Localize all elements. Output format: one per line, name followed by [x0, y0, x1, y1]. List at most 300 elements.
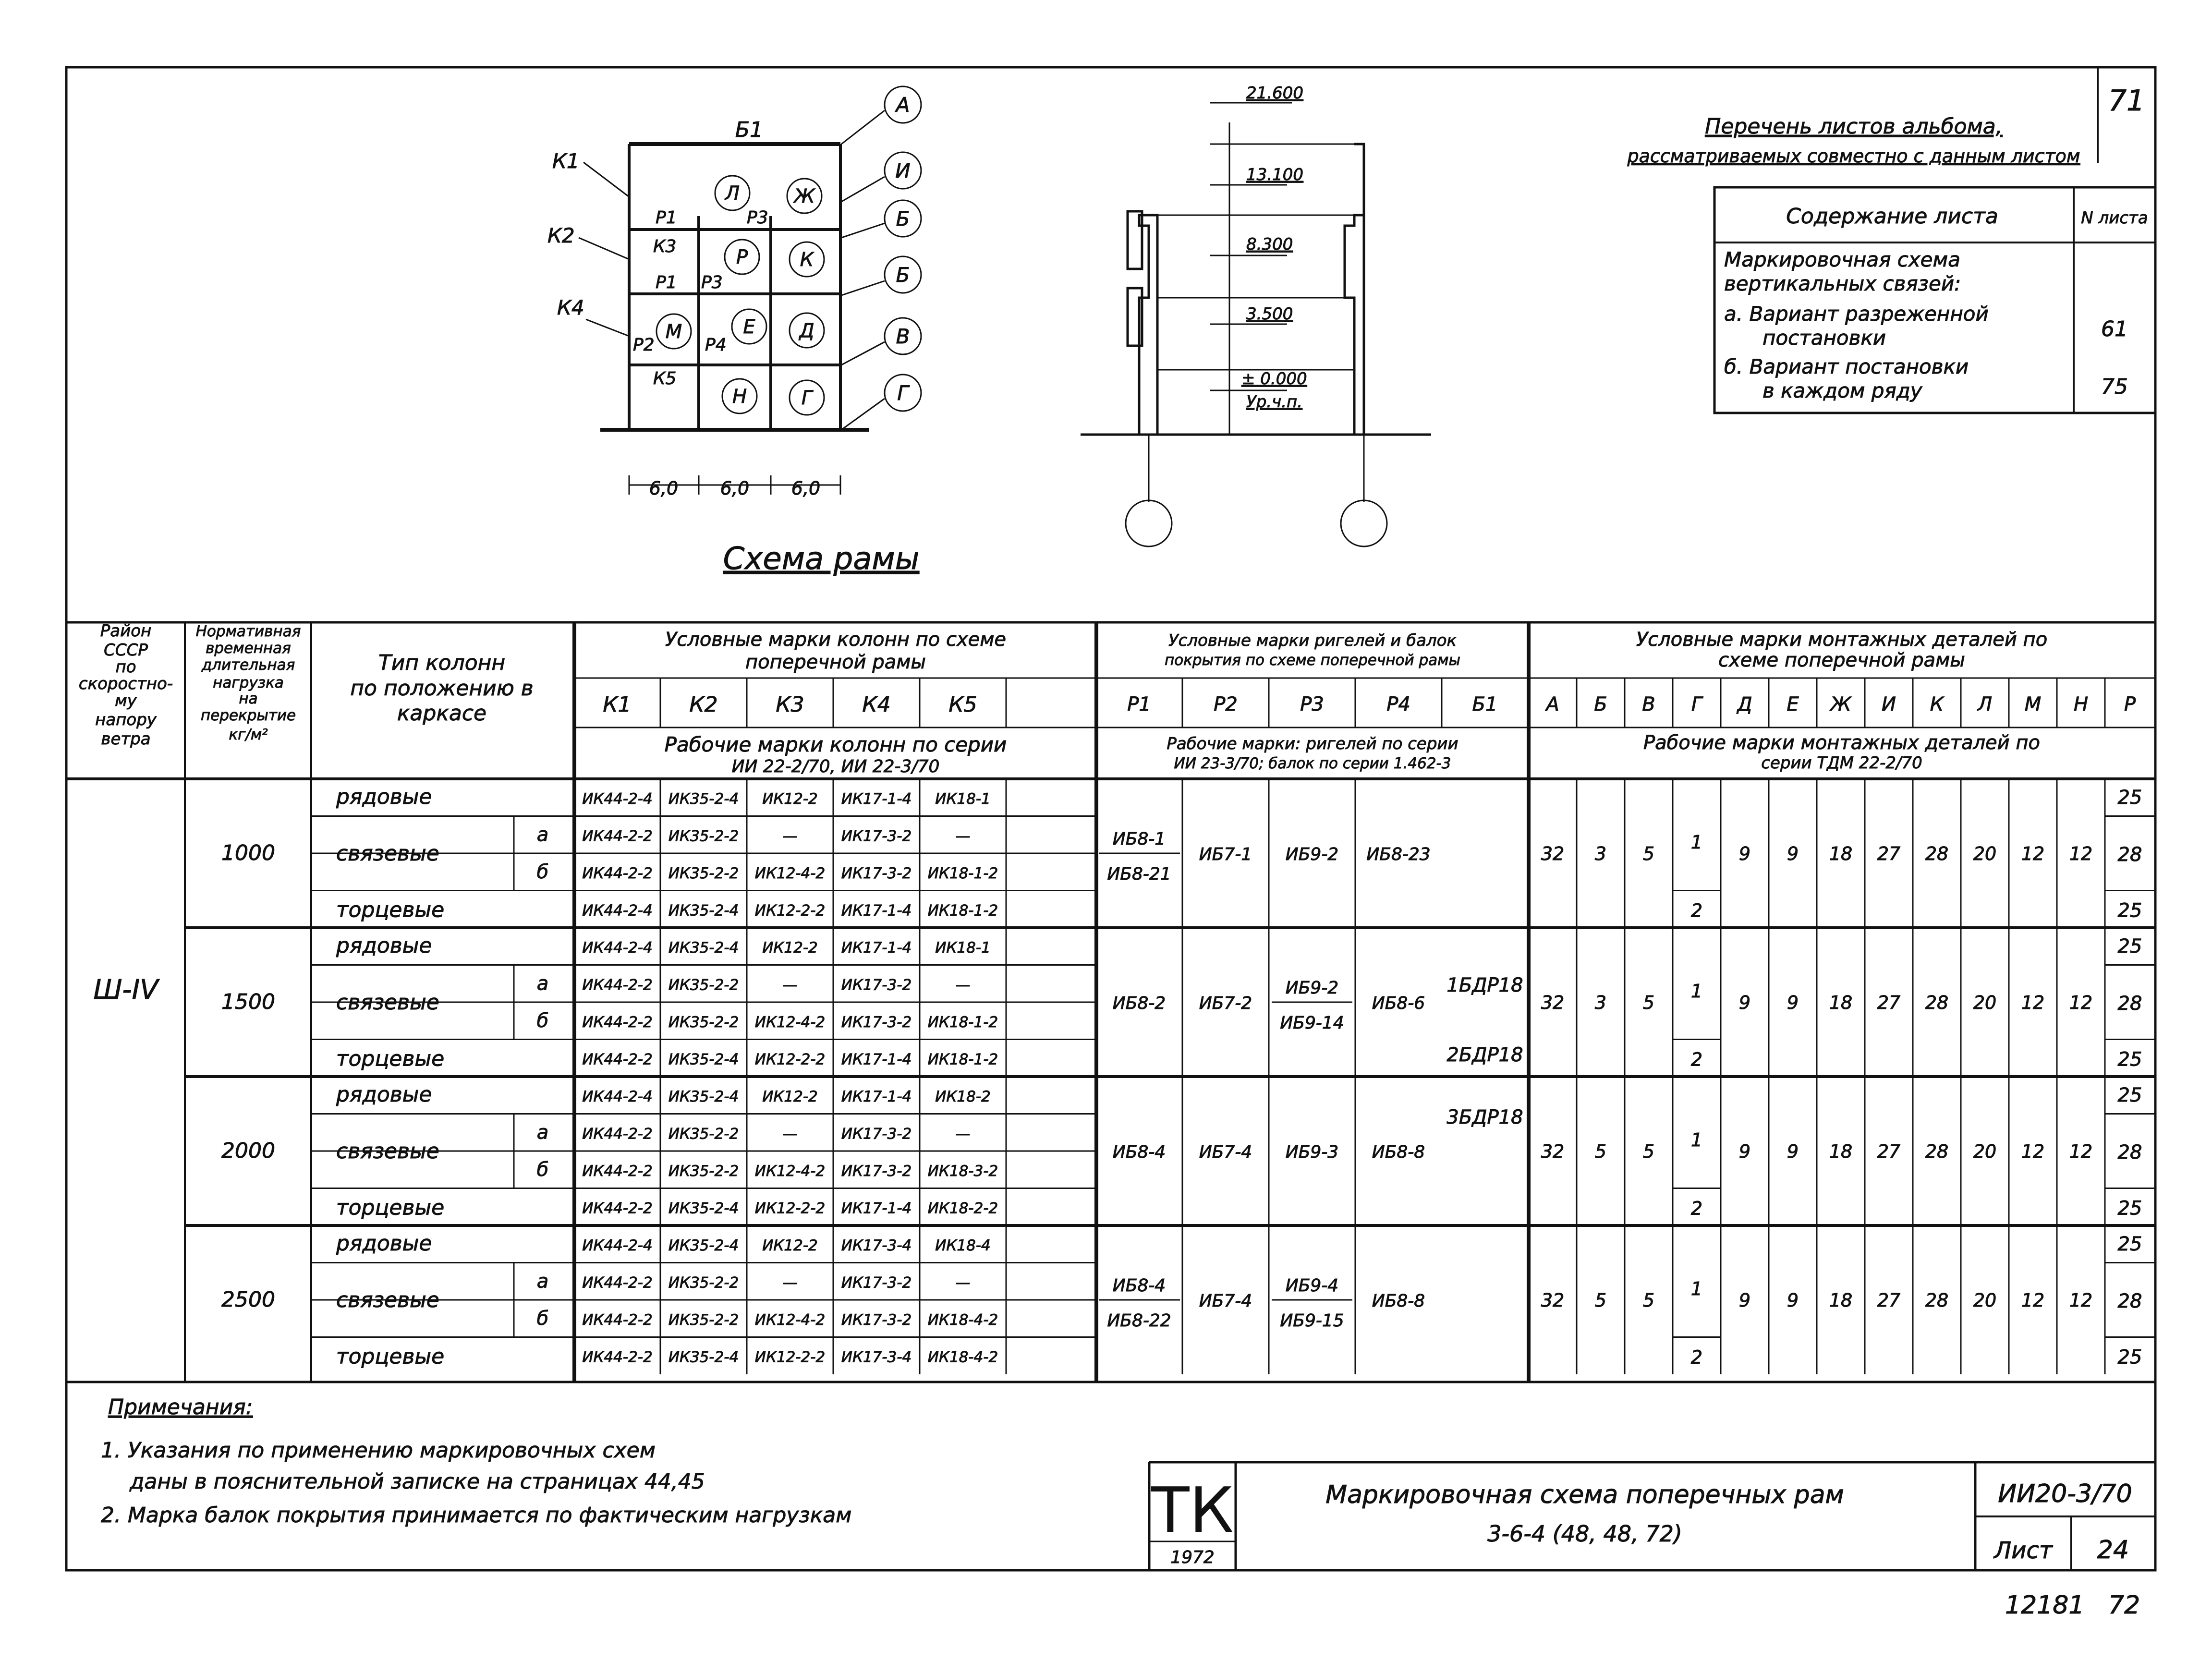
level-13100: 13.100	[1246, 165, 1303, 184]
album-line-2: вертикальных связей:	[1724, 272, 1961, 295]
column-mark: ИК12-2-2	[754, 1200, 826, 1217]
detail-mark: 5	[1642, 843, 1655, 864]
detail-mark: 9	[1738, 1290, 1751, 1311]
column-mark: ИК44-2-2	[582, 1051, 653, 1068]
frame-right-i: И	[895, 159, 911, 182]
level-8300: 8.300	[1246, 235, 1293, 254]
column-mark: ИК12-4-2	[754, 1014, 826, 1031]
detail-mark: 27	[1877, 1141, 1901, 1162]
column-mark: ИК44-2-2	[582, 1014, 653, 1031]
h-beams-series-2: ИИ 23-3/70; балок по серии 1.462-3	[1174, 755, 1451, 772]
h-det-v: В	[1642, 693, 1655, 715]
h-det-a: А	[1546, 693, 1559, 715]
h-load-2: временная	[206, 640, 291, 657]
type-end: торцевые	[336, 1195, 445, 1220]
column-mark: ИК12-4-2	[754, 1163, 826, 1180]
level-0000: ± 0.000	[1241, 369, 1307, 388]
p1-mark: ИБ8-1	[1112, 829, 1166, 849]
column-mark: ИК17-3-2	[841, 976, 912, 994]
album-col-content: Содержание листа	[1786, 204, 1998, 229]
h-beam-b1: Б1	[1472, 693, 1498, 715]
h-load-7: кг/м²	[229, 726, 268, 743]
frame-circle-n: Н	[732, 386, 747, 408]
p1-mark: ИБ8-4	[1112, 1276, 1166, 1296]
detail-r-mark: 25	[2117, 787, 2142, 809]
detail-mark: 5	[1642, 1290, 1655, 1311]
detail-mark: 18	[1829, 1141, 1853, 1162]
detail-mark: 12	[2021, 1141, 2045, 1162]
notes-title: Примечания:	[108, 1395, 253, 1419]
column-mark: ИК44-2-2	[582, 1311, 653, 1329]
p1-mark: ИБ8-2	[1112, 994, 1166, 1013]
p2-mark: ИБ7-4	[1199, 1142, 1252, 1162]
type-bracing: связевые	[336, 1288, 439, 1312]
column-mark: ИК44-2-2	[582, 1125, 653, 1143]
h-cols-series-1: Рабочие марки колонн по серии	[664, 733, 1007, 756]
detail-mark: 9	[1738, 1141, 1751, 1162]
detail-mark: 12	[2021, 1290, 2045, 1311]
h-beams-group-1: Условные марки ригелей и балок	[1168, 631, 1457, 650]
load-value: 2500	[221, 1287, 275, 1312]
detail-g-mark: 2	[1690, 1049, 1703, 1070]
album-list	[1627, 114, 2155, 413]
column-mark: ИК44-2-4	[582, 1237, 653, 1254]
h-type-2: по положению в	[350, 676, 534, 701]
h-beam-p3: Р3	[1300, 693, 1324, 715]
column-mark: ИК18-1	[935, 939, 991, 957]
column-mark: ИК17-1-4	[841, 1088, 912, 1105]
frame-circle-k: К	[800, 249, 814, 271]
frame-right-b2: Б	[896, 263, 910, 287]
p2-mark: ИБ7-4	[1199, 1291, 1252, 1311]
h-col-k2: К2	[689, 692, 718, 717]
p1-mark: ИБ8-22	[1107, 1311, 1171, 1331]
frame-label-p3-mid: Р3	[701, 273, 723, 292]
column-mark: ИК12-4-2	[754, 1311, 826, 1329]
stamp-title-1: Маркировочная схема поперечных рам	[1325, 1480, 1844, 1509]
h-col-k4: К4	[862, 692, 891, 717]
h-load-6: перекрытие	[200, 707, 296, 724]
type-ordinary: рядовые	[336, 1231, 432, 1256]
column-mark: ИК35-2-2	[668, 827, 739, 845]
column-mark: ИК17-3-2	[841, 1274, 912, 1292]
footer-page: 72	[2108, 1591, 2140, 1620]
type-end: торцевые	[336, 1344, 445, 1369]
h-det-m: М	[2024, 693, 2042, 715]
column-mark: ИК35-2-4	[668, 902, 739, 920]
sub-a: а	[536, 824, 549, 846]
title-block	[1149, 1462, 2155, 1570]
detail-mark: 28	[1925, 843, 1949, 864]
sub-a: а	[536, 972, 549, 995]
sub-a: а	[536, 1270, 549, 1293]
column-mark: ИК12-4-2	[754, 865, 826, 882]
detail-mark: 28	[1925, 992, 1949, 1013]
column-mark: ИК44-2-2	[582, 976, 653, 994]
footer-code: 12181	[2005, 1591, 2085, 1620]
column-mark: ИК17-3-2	[841, 865, 912, 882]
h-region-7: ветра	[101, 729, 151, 749]
h-col-k1: К1	[603, 692, 632, 717]
detail-r-mark: 25	[2117, 935, 2142, 958]
detail-mark: 32	[1541, 992, 1565, 1013]
detail-mark: 20	[1973, 843, 1997, 864]
detail-mark: 12	[2021, 843, 2045, 864]
detail-r-mark: 28	[2117, 1290, 2142, 1312]
column-mark: ИК12-2-2	[754, 902, 826, 920]
p4-mark: ИБ8-8	[1372, 1291, 1425, 1311]
p2-mark: ИБ7-2	[1199, 994, 1252, 1013]
h-beam-p1: Р1	[1127, 693, 1151, 715]
column-mark: ИК35-2-4	[668, 790, 739, 808]
load-value: 2000	[221, 1139, 275, 1163]
detail-r-mark: 25	[2117, 1233, 2142, 1255]
frame-right-v: В	[896, 325, 910, 348]
detail-mark: 32	[1541, 843, 1565, 864]
column-mark: ИК18-4	[935, 1237, 991, 1254]
p1-mark: ИБ8-21	[1107, 864, 1171, 884]
album-sheet-b: 75	[2101, 375, 2128, 399]
detail-mark: 5	[1594, 1290, 1607, 1311]
frame-label-k3: К3	[653, 237, 677, 256]
h-load-5: на	[239, 690, 258, 707]
detail-mark: 12	[2069, 992, 2093, 1013]
frame-circle-l: Л	[725, 182, 740, 205]
p3-mark: ИБ9-14	[1280, 1013, 1344, 1033]
b1-mark-2: 2БДР18	[1446, 1044, 1523, 1066]
column-mark: ИК12-2	[762, 790, 818, 808]
h-region-5: му	[115, 691, 137, 710]
sub-b: б	[536, 1308, 549, 1330]
h-details-group-1: Условные марки монтажных деталей по	[1636, 629, 2048, 651]
detail-mark: 32	[1541, 1141, 1565, 1162]
column-mark: ИК18-1-2	[927, 1051, 998, 1068]
column-mark: ИК35-2-2	[668, 1163, 739, 1180]
type-ordinary: рядовые	[336, 1082, 432, 1107]
detail-mark: 28	[1925, 1141, 1949, 1162]
sub-b: б	[536, 1010, 549, 1032]
column-mark: ИК35-2-4	[668, 1200, 739, 1217]
h-region-4: скоростно-	[78, 674, 173, 693]
frame-span-1: 6,0	[649, 478, 679, 499]
type-end: торцевые	[336, 1046, 445, 1071]
detail-mark: 12	[2069, 843, 2093, 864]
level-21600: 21.600	[1246, 84, 1303, 103]
h-region-2: СССР	[104, 641, 148, 660]
p1-mark: ИБ8-4	[1112, 1142, 1166, 1162]
p2-mark: ИБ7-1	[1199, 845, 1252, 864]
detail-g-mark: 1	[1690, 981, 1703, 1002]
column-mark: ИК35-2-4	[668, 1237, 739, 1254]
column-mark: —	[955, 827, 971, 845]
frame-caption: Схема рамы	[723, 541, 920, 577]
load-value: 1500	[221, 990, 275, 1014]
detail-mark: 3	[1594, 992, 1607, 1013]
column-mark: ИК44-2-2	[582, 1200, 653, 1217]
frame-right-g: Г	[897, 381, 909, 405]
table-headers	[79, 621, 2136, 776]
column-mark: —	[782, 827, 798, 845]
h-det-g: Г	[1691, 693, 1702, 715]
detail-mark: 28	[1925, 1290, 1949, 1311]
detail-mark: 20	[1973, 992, 1997, 1013]
column-mark: —	[782, 1125, 798, 1143]
h-cols-group-1: Условные марки колонн по схеме	[665, 629, 1007, 651]
detail-mark: 12	[2069, 1290, 2093, 1311]
column-mark: ИК18-4-2	[927, 1311, 998, 1329]
column-mark: ИК18-1-2	[927, 902, 998, 920]
column-mark: ИК12-2	[762, 1088, 818, 1105]
type-bracing: связевые	[336, 1139, 439, 1164]
column-mark: ИК35-2-2	[668, 1125, 739, 1143]
detail-g-mark: 2	[1690, 1198, 1703, 1219]
column-mark: ИК44-2-4	[582, 902, 653, 920]
column-mark: —	[955, 1274, 971, 1292]
detail-mark: 27	[1877, 843, 1901, 864]
column-mark: ИК17-1-4	[841, 902, 912, 920]
column-mark: ИК18-2-2	[927, 1200, 998, 1217]
column-mark: ИК18-1	[935, 790, 991, 808]
sub-b: б	[536, 1159, 549, 1181]
column-mark: ИК12-2	[762, 1237, 818, 1254]
album-col-no: N листа	[2081, 208, 2148, 228]
column-mark: ИК17-1-4	[841, 1051, 912, 1068]
h-beam-p4: Р4	[1386, 693, 1410, 715]
detail-r-mark: 25	[2117, 1084, 2142, 1106]
detail-r-mark: 25	[2117, 1048, 2142, 1071]
column-mark: ИК18-4-2	[927, 1348, 998, 1366]
detail-mark: 18	[1829, 843, 1853, 864]
h-cols-group-2: поперечной рамы	[745, 651, 926, 673]
column-mark: ИК17-1-4	[841, 790, 912, 808]
detail-mark: 12	[2069, 1141, 2093, 1162]
h-det-b: Б	[1594, 693, 1607, 715]
h-load-4: нагрузка	[213, 674, 284, 691]
frame-right-b1: Б	[896, 207, 910, 230]
stamp-logo: ТК	[1151, 1474, 1234, 1547]
column-mark: ИК12-2-2	[754, 1348, 826, 1366]
h-beam-p2: Р2	[1214, 693, 1238, 715]
detail-mark: 20	[1973, 1290, 1997, 1311]
column-mark: —	[955, 976, 971, 994]
p3-mark: ИБ9-15	[1280, 1311, 1344, 1331]
detail-g-mark: 2	[1690, 900, 1703, 921]
detail-r-mark: 25	[2117, 1197, 2142, 1220]
frame-label-k2: К2	[547, 224, 575, 247]
column-mark: ИК35-2-2	[668, 865, 739, 882]
stamp-year: 1972	[1170, 1548, 1215, 1567]
column-mark: ИК18-1-2	[927, 1014, 998, 1031]
column-mark: ИК12-2	[762, 939, 818, 957]
h-load-1: Нормативная	[195, 623, 301, 640]
column-mark: ИК44-2-4	[582, 790, 653, 808]
frame-label-p1-mid: Р1	[656, 273, 677, 292]
album-list-title-1: Перечень листов альбома,	[1705, 114, 2003, 139]
h-beams-group-2: покрытия по схеме поперечной рамы	[1164, 652, 1461, 669]
detail-mark: 5	[1642, 992, 1655, 1013]
column-mark: ИК44-2-2	[582, 1348, 653, 1366]
detail-mark: 27	[1877, 992, 1901, 1013]
column-mark: ИК18-1-2	[927, 865, 998, 882]
sub-a: а	[536, 1121, 549, 1144]
column-mark: ИК17-3-2	[841, 1163, 912, 1180]
detail-mark: 18	[1829, 1290, 1853, 1311]
p3-mark: ИБ9-2	[1285, 845, 1339, 864]
corner-sheet-number: 71	[2108, 84, 2145, 118]
detail-g-mark: 2	[1690, 1346, 1703, 1368]
column-mark: ИК17-3-4	[841, 1348, 912, 1366]
stamp-title-2: 3-6-4 (48, 48, 72)	[1487, 1521, 1682, 1547]
h-col-k3: К3	[776, 692, 804, 717]
stamp-sheet-label: Лист	[1994, 1537, 2053, 1564]
album-line-6: в каждом ряду	[1762, 379, 1922, 402]
detail-mark: 27	[1877, 1290, 1901, 1311]
h-type-3: каркасе	[397, 701, 487, 726]
album-sheet-a: 61	[2101, 317, 2128, 341]
frame-label-p1-top: Р1	[656, 208, 677, 228]
h-details-group-2: схеме поперечной рамы	[1718, 649, 1965, 671]
column-mark: ИК18-3-2	[927, 1163, 998, 1180]
column-mark: ИК35-2-4	[668, 1348, 739, 1366]
note-1-line-1: 1. Указания по применению маркировочных схем	[101, 1438, 656, 1463]
column-mark: —	[782, 976, 798, 994]
type-bracing: связевые	[336, 990, 439, 1015]
p3-mark: ИБ9-4	[1285, 1276, 1339, 1296]
p3-mark: ИБ9-2	[1285, 978, 1339, 998]
p3-mark: ИБ9-3	[1285, 1142, 1339, 1162]
detail-r-mark: 25	[2117, 1346, 2142, 1369]
frame-label-p4: Р4	[705, 335, 727, 355]
detail-mark: 9	[1787, 1141, 1799, 1162]
detail-g-mark: 1	[1690, 832, 1703, 853]
detail-mark: 3	[1594, 843, 1607, 864]
frame-circle-g: Г	[801, 387, 813, 409]
table-body	[185, 779, 2155, 1374]
column-mark: ИК44-2-4	[582, 939, 653, 957]
column-mark: ИК35-2-2	[668, 1274, 739, 1292]
frame-label-k4: К4	[557, 296, 584, 319]
detail-mark: 5	[1594, 1141, 1607, 1162]
column-mark: ИК35-2-2	[668, 1014, 739, 1031]
detail-mark: 9	[1738, 992, 1751, 1013]
h-region-1: Район	[100, 621, 152, 641]
frame-top-beam: Б1	[735, 118, 764, 142]
detail-mark: 9	[1738, 843, 1751, 864]
p4-mark: ИБ8-8	[1372, 1142, 1425, 1162]
load-value: 1000	[221, 841, 275, 865]
p4-mark: ИБ8-6	[1372, 994, 1425, 1013]
frame-circle-r: Р	[736, 246, 748, 268]
column-mark: ИК17-1-4	[841, 1200, 912, 1217]
h-det-l: Л	[1977, 693, 1993, 715]
detail-r-mark: 28	[2117, 993, 2142, 1015]
h-det-zh: Ж	[1830, 693, 1851, 715]
frame-circle-d: Д	[799, 320, 814, 342]
album-list-title-2: рассматриваемых совместно с данным листом	[1627, 145, 2080, 167]
column-mark: ИК35-2-2	[668, 976, 739, 994]
detail-mark: 9	[1787, 843, 1799, 864]
h-cols-series-2: ИИ 22-2/70, ИИ 22-3/70	[731, 757, 940, 776]
type-end: торцевые	[336, 897, 445, 922]
column-mark: ИК17-3-2	[841, 1014, 912, 1031]
p4-mark: ИБ8-23	[1366, 845, 1431, 864]
column-mark: ИК18-2	[935, 1088, 991, 1105]
album-line-1: Маркировочная схема	[1724, 248, 1960, 271]
level-floor: Ур.ч.п.	[1246, 392, 1303, 412]
column-mark: ИК44-2-2	[582, 1163, 653, 1180]
album-line-3: а. Вариант разреженной	[1724, 302, 1989, 326]
h-det-i: И	[1882, 693, 1896, 715]
column-mark: ИК35-2-4	[668, 939, 739, 957]
frame-span-2: 6,0	[720, 478, 750, 499]
frame-right-a: А	[896, 93, 910, 117]
detail-g-mark: 1	[1690, 1129, 1703, 1151]
detail-mark: 5	[1642, 1141, 1655, 1162]
detail-g-mark: 1	[1690, 1278, 1703, 1299]
region-label: Ш-IV	[93, 974, 158, 1006]
frame-label-k5: К5	[653, 369, 677, 388]
column-mark: ИК35-2-2	[668, 1311, 739, 1329]
frame-label-p3-top: Р3	[747, 208, 768, 228]
column-mark: ИК44-2-2	[582, 1274, 653, 1292]
detail-mark: 20	[1973, 1141, 1997, 1162]
column-mark: ИК44-2-2	[582, 827, 653, 845]
h-details-series-1: Рабочие марки монтажных деталей по	[1643, 732, 2041, 754]
column-mark: ИК12-2-2	[754, 1051, 826, 1068]
album-line-5: б. Вариант постановки	[1724, 355, 1969, 378]
detail-r-mark: 25	[2117, 899, 2142, 922]
h-det-k: К	[1930, 693, 1944, 715]
notes	[101, 1395, 851, 1528]
frame-circle-e: Е	[743, 316, 755, 338]
frame-label-k1: К1	[552, 149, 580, 173]
sub-b: б	[536, 861, 549, 883]
h-region-6: напору	[95, 710, 157, 729]
column-mark: ИК17-3-2	[841, 1311, 912, 1329]
detail-r-mark: 28	[2117, 1141, 2142, 1164]
h-det-r: Р	[2124, 693, 2136, 715]
detail-mark: 9	[1787, 1290, 1799, 1311]
b1-mark-3: 3БДР18	[1446, 1106, 1523, 1128]
column-mark: ИК17-3-2	[841, 827, 912, 845]
detail-mark: 12	[2021, 992, 2045, 1013]
detail-r-mark: 28	[2117, 844, 2142, 866]
type-bracing: связевые	[336, 841, 439, 866]
column-mark: —	[782, 1274, 798, 1292]
h-col-k5: К5	[948, 692, 977, 717]
frame-label-p2: Р2	[633, 335, 655, 355]
h-region-3: по	[115, 657, 136, 677]
note-2: 2. Марка балок покрытия принимается по фактическим нагрузкам	[101, 1503, 852, 1528]
column-mark: ИК35-2-4	[668, 1051, 739, 1068]
level-3500: 3.500	[1246, 304, 1293, 324]
b1-mark-1: 1БДР18	[1446, 974, 1523, 996]
frame-span-3: 6,0	[791, 478, 821, 499]
type-ordinary: рядовые	[336, 785, 432, 809]
column-mark: ИК17-3-4	[841, 1237, 912, 1254]
column-mark: ИК44-2-4	[582, 1088, 653, 1105]
note-1-line-2: даны в пояснительной записке на страницах 44,45	[130, 1469, 705, 1494]
type-ordinary: рядовые	[336, 933, 432, 958]
column-mark: ИК17-1-4	[841, 939, 912, 957]
h-type-1: Тип колонн	[378, 651, 506, 675]
frame-circle-zh: Ж	[794, 185, 815, 207]
column-mark: ИК17-3-2	[841, 1125, 912, 1143]
h-det-e: Е	[1787, 693, 1799, 715]
h-details-series-2: серии ТДМ 22-2/70	[1761, 753, 1922, 773]
stamp-sheet-no: 24	[2097, 1536, 2129, 1564]
frame-scheme	[547, 86, 921, 577]
